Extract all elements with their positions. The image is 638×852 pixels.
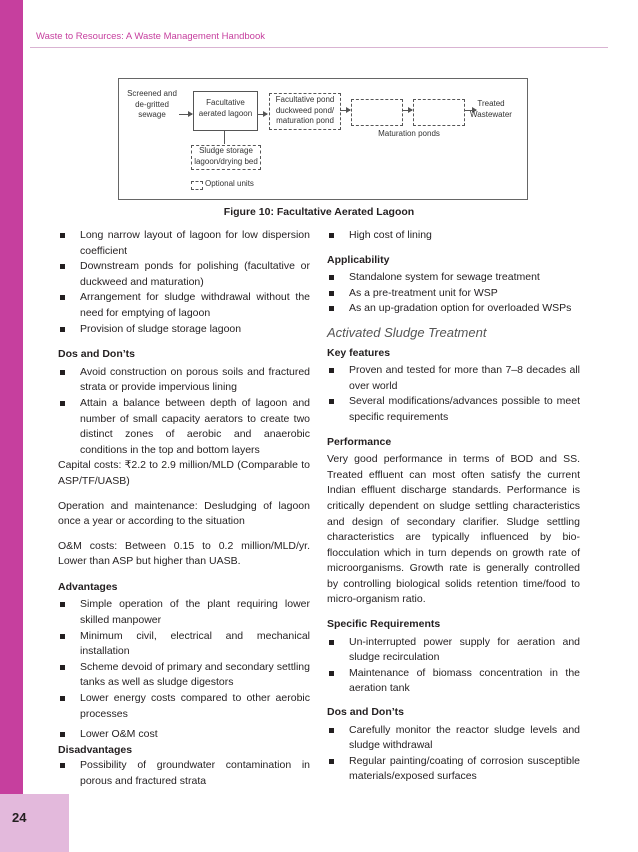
list-item: Standalone system for sewage treatment bbox=[327, 270, 580, 286]
box-maturation-1 bbox=[351, 99, 403, 126]
specific-requirements-heading: Specific Requirements bbox=[327, 618, 441, 631]
list-item: Un-interrupted power supply for aeration and sludge recirculation bbox=[327, 635, 580, 666]
arrow-2 bbox=[257, 114, 267, 115]
diagram-facultative-pond: Facultative pond duckweed pond/ maturation pond bbox=[275, 95, 335, 125]
list-item: As a pre-treatment unit for WSP bbox=[327, 286, 580, 302]
dos-heading-right: Dos and Don’ts bbox=[327, 706, 405, 719]
diagram-treated-wastewater: Treated Wastewater bbox=[470, 99, 512, 119]
performance-text: Very good performance in terms of BOD and SS. Treated effluent can most often satisfy the current Indian effluent discharge standards. Performance is critically dependent on sludge settling characteristics and design of secondary clarifier. Sludge settling characteristics are typically influenced by bio-flocculation which in turn depends on growth rate of microorganisms. Growth rate is generally controlled by controlling biological solids retention time/food to micro-organism ratio. bbox=[327, 453, 580, 606]
arrow-4 bbox=[402, 110, 412, 111]
list-item: Lower energy costs compared to other aerobic processes bbox=[58, 691, 310, 722]
disadvantages-continued-list bbox=[327, 228, 580, 244]
figure-caption: Figure 10: Facultative Aerated Lagoon bbox=[223, 206, 415, 218]
right-column bbox=[327, 228, 580, 785]
capital-costs: Capital costs: ₹2.2 to 2.9 million/MLD (Comparable to ASP/TF/UASB) bbox=[58, 459, 310, 487]
diagram-sludge-storage: Sludge storage lagoon/drying bed bbox=[194, 146, 258, 166]
list-item: Arrangement for sludge withdrawal without the need for emptying of lagoon bbox=[58, 290, 310, 321]
diagram-screened-sewage: Screened and de-gritted sewage bbox=[127, 89, 177, 119]
diagram-maturation-label: Maturation ponds bbox=[378, 129, 440, 138]
advantages-list bbox=[58, 597, 310, 742]
operation-maintenance: Operation and maintenance: Desludging of lagoon once a year or according to the situation bbox=[58, 499, 310, 528]
dos-list bbox=[58, 365, 310, 459]
box-maturation-2 bbox=[413, 99, 465, 126]
list-item: Provision of sludge storage lagoon bbox=[58, 322, 310, 338]
list-item: As an up-gradation option for overloaded WSPs bbox=[327, 301, 580, 317]
list-item: Maintenance of biomass concentration in the aeration tank bbox=[327, 666, 580, 697]
list-item: Long narrow layout of lagoon for low dispersion coefficient bbox=[58, 228, 310, 259]
arrow-3 bbox=[340, 110, 350, 111]
advantages-heading: Advantages bbox=[58, 580, 118, 593]
key-features-heading: Key features bbox=[327, 346, 391, 359]
link-sludge bbox=[224, 130, 225, 144]
disadvantages-heading: Disadvantages bbox=[58, 743, 133, 756]
list-item: High cost of lining bbox=[327, 228, 580, 244]
legend-optional-units: Optional units bbox=[205, 179, 254, 188]
list-item: Attain a balance between depth of lagoon and number of small capacity aerators to create two distinct zones of aerobic and anaerobic conditions in the top and bottom layers bbox=[58, 396, 310, 458]
process-diagram bbox=[118, 78, 528, 200]
performance-heading: Performance bbox=[327, 435, 392, 448]
list-item: Carefully monitor the reactor sludge levels and sludge withdrawal bbox=[327, 723, 580, 754]
list-item: Downstream ponds for polishing (facultative or duckweed and maturation) bbox=[58, 259, 310, 290]
applicability-list bbox=[327, 270, 580, 317]
list-item: Simple operation of the plant requiring lower skilled manpower bbox=[58, 597, 310, 628]
legend-dashed-box bbox=[191, 181, 203, 190]
applicability-heading: Applicability bbox=[327, 253, 390, 266]
list-item: Possibility of groundwater contamination in porous and fractured strata bbox=[58, 758, 310, 789]
header-divider bbox=[30, 47, 608, 48]
left-column bbox=[58, 228, 310, 790]
list-item: Lower O&M cost bbox=[58, 727, 310, 743]
list-item: Regular painting/coating of corrosion susceptible materials/exposed surfaces bbox=[327, 754, 580, 785]
list-item: Avoid construction on porous soils and fractured strata or provide impervious lining bbox=[58, 365, 310, 396]
key-features-list bbox=[327, 363, 580, 425]
list-item: Several modifications/advances possible to meet specific requirements bbox=[327, 394, 580, 425]
list-item: Scheme devoid of primary and secondary settling tanks as well as sludge digestors bbox=[58, 660, 310, 691]
dos-list-right bbox=[327, 723, 580, 785]
om-costs: O&M costs: Between 0.15 to 0.2 million/MLD/yr. Lower than ASP but higher than UASB. bbox=[58, 539, 310, 568]
page-number-box bbox=[0, 794, 69, 852]
diagram-facultative-lagoon: Facultative aerated lagoon bbox=[198, 98, 253, 118]
dos-heading: Dos and Don’ts bbox=[58, 348, 136, 361]
list-item: Proven and tested for more than 7–8 decades all over world bbox=[327, 363, 580, 394]
list-item: Minimum civil, electrical and mechanical installation bbox=[58, 629, 310, 660]
page-number: 24 bbox=[12, 810, 27, 825]
side-color-bar bbox=[0, 0, 23, 794]
disadvantages-list bbox=[58, 758, 310, 789]
arrow-1 bbox=[179, 114, 192, 115]
running-header: Waste to Resources: A Waste Management Handbook bbox=[36, 31, 265, 42]
feature-list bbox=[58, 228, 310, 337]
section-title: Activated Sludge Treatment bbox=[327, 324, 487, 340]
specific-requirements-list bbox=[327, 635, 580, 697]
